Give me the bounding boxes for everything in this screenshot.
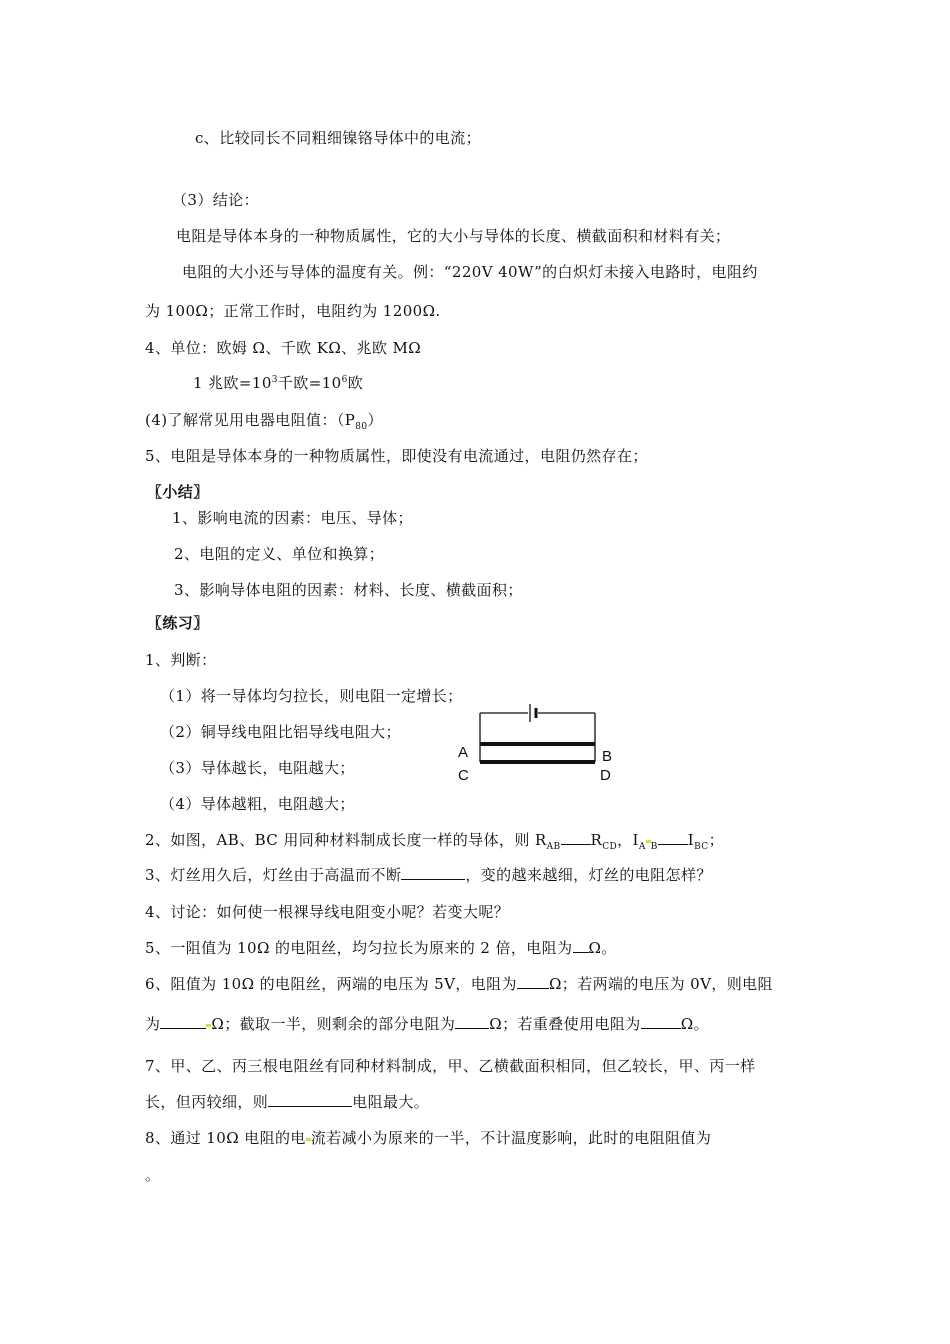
question-1-item-1: （1）将一导体均匀拉长，则电阻一定增长； [160, 687, 463, 705]
label-d: D [600, 767, 611, 784]
circuit-diagram [450, 700, 620, 790]
summary-heading: 〖小结〗 [147, 483, 209, 501]
answer-blank-6d[interactable] [641, 1014, 681, 1029]
question-2: 2、如图，AB、BC 用同种材料制成长度一样的导体，则 $R_{AB}$ $R_{CD}$，$I_A$ $_B$ $I_{BC}$； [145, 831, 724, 852]
answer-blank-6c[interactable] [455, 1014, 489, 1029]
question-8-line-1: 8、通过 10Ω 电阻的电 流若减小为原来的一半，不计温度影响，此时的电阻阻值为 [145, 1129, 712, 1147]
question-1-item-4: （4）导体越粗，电阻越大； [160, 795, 355, 813]
question-1: 1、判断： [145, 651, 217, 669]
line-experiment-c: c、比较同长不同粗细镍铬导体中的电流； [195, 129, 482, 147]
question-3: 3、灯丝用久后，灯丝由于高温而不断 ，变的越来越细，灯丝的电阻怎样？ [145, 866, 712, 884]
question-1-item-3: （3）导体越长，电阻越大； [160, 759, 355, 777]
unit-conversion: 1 兆欧$=10^3$千欧$=10^6$欧 [193, 374, 364, 392]
practice-heading: 〖练习〗 [147, 614, 209, 632]
answer-blank-2b[interactable] [658, 830, 688, 845]
answer-blank-2a[interactable] [561, 830, 591, 845]
conclusion-heading: （3）结论： [172, 191, 259, 209]
summary-item-3: 3、影响导体电阻的因素：材料、长度、横截面积； [174, 581, 523, 599]
summary-item-2: 2、电阻的定义、单位和换算； [174, 545, 385, 563]
answer-blank-3[interactable] [401, 865, 465, 880]
common-resistance-line: (4)了解常见用电器电阻值：$(P_{80})$ [145, 411, 383, 432]
conclusion-line-3: 为 100Ω；正常工作时，电阻约为 1200Ω. [145, 302, 441, 320]
question-6-line-1: 6、阻值为 10Ω 的电阻丝，两端的电压为 5V，电阻为 Ω；若两端的电压为 0V，则电阻 [145, 975, 773, 993]
label-c: C [458, 767, 469, 784]
conclusion-line-1: 电阻是导体本身的一种物质属性，它的大小与导体的长度、横截面积和材料有关； [176, 227, 731, 245]
question-5: 5、一阻值为 10Ω 的电阻丝，均匀拉长为原来的 2 倍，电阻为 Ω。 [145, 939, 617, 957]
question-6-line-2: 为 Ω；截取一半，则剩余的部分电阻为 Ω；若重叠使用电阻为 Ω。 [145, 1015, 709, 1033]
answer-blank-7[interactable] [268, 1092, 352, 1107]
label-b: B [602, 748, 613, 765]
label-a: A [458, 744, 469, 761]
question-8-line-2: 。 [145, 1166, 161, 1184]
answer-blank-5[interactable] [573, 938, 589, 953]
answer-blank-6b[interactable] [160, 1014, 206, 1029]
unit-line: 4、单位：欧姆 Ω、千欧 KΩ、兆欧 MΩ [145, 339, 422, 357]
question-7-line-2: 长，但丙较细，则 电阻最大。 [145, 1093, 430, 1111]
property-line: 5、电阻是导体本身的一种物质属性，即使没有电流通过，电阻仍然存在； [145, 447, 648, 465]
answer-blank-6a[interactable] [517, 974, 549, 989]
summary-item-1: 1、影响电流的因素：电压、导体； [172, 509, 413, 527]
question-7-line-1: 7、甲、乙、丙三根电阻丝有同种材料制成，甲、乙横截面积相同，但乙较长，甲、丙一样 [145, 1057, 756, 1075]
question-1-item-2: （2）铜导线电阻比铝导线电阻大； [160, 723, 401, 741]
conclusion-line-2: 电阻的大小还与导体的温度有关。例：“220V 40W”的白炽灯未接入电路时，电阻约 [182, 263, 758, 281]
question-4: 4、讨论：如何使一根裸导线电阻变小呢？若变大呢？ [145, 903, 510, 921]
